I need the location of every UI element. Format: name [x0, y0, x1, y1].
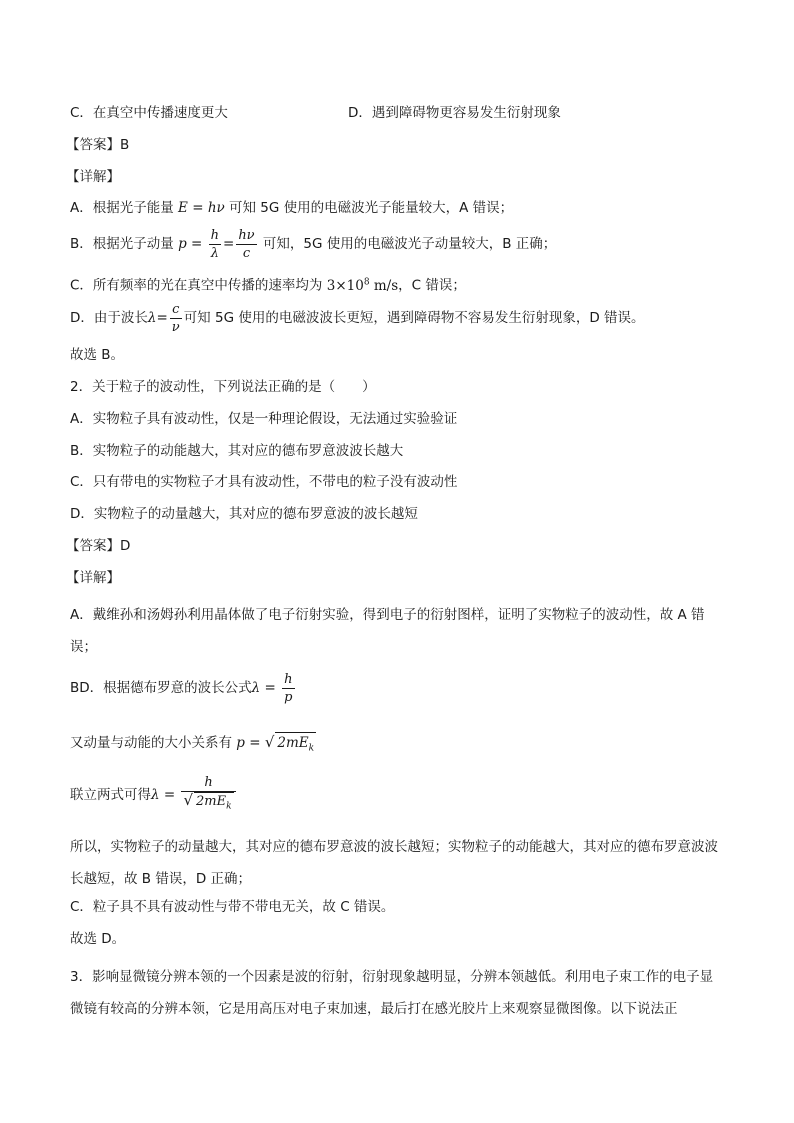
momentum-energy-formula: p = √ $2mE_k$: [236, 735, 316, 751]
q3-stem: 3．影响显微镜分辨本领的一个因素是波的衍射，衍射现象越明显，分辨本领越低。利用电子束工作的电子显微镜有较高的分辨本领，它是用高压对电子束加速，最后打在感光胶片上来观察显微图像。以下说法正: [70, 969, 714, 1017]
momentum-fraction-1: $\frac{h}{\lambda}$: [210, 227, 219, 261]
q2-option-a: A．实物粒子具有波动性，仅是一种理论假设，无法通过实验验证: [70, 411, 458, 427]
wavelength-fraction: $\frac{c}{\nu}$: [171, 301, 180, 335]
option-d: D．遇到障碍物更容易发生衍射现象: [348, 105, 561, 121]
q2-bd-pre: BD．根据德布罗意的波长公式: [70, 680, 252, 696]
q2-so: 所以，实物粒子的动量越大，其对应的德布罗意波的波长越短；实物粒子的动能越大，其对应的德布罗意波波长越短，故 B 错误，D 正确；: [70, 839, 718, 887]
q2-comb-pre: 联立两式可得: [70, 786, 151, 803]
q1-detail-label: 【详解】: [66, 169, 120, 185]
q1-d-post: 可知 5G 使用的电磁波波长更短，遇到障碍物不容易发生衍射现象，D 错误。: [183, 310, 645, 326]
q1-detail-d: [70, 298, 645, 338]
combined-fraction: $\frac{h}{√ 2mE_k}$: [181, 774, 235, 816]
q2-conclusion: 故选 D。: [70, 931, 126, 947]
q1-b-post: 可知，5G 使用的电磁波光子动量较大，B 正确；: [262, 236, 557, 252]
q1-detail-b: B．根据光子动量 p = $\frac{h}{\lambda}$ = $\frac{h\nu}{c}$ 可知，5G 使用的电磁波光子动量较大，B 正确；: [70, 227, 557, 261]
q2-detail-a: A．戴维孙和汤姆孙利用晶体做了电子衍射实验，得到电子的衍射图样，证明了实物粒子的波动性，故 A 错误；: [70, 607, 705, 655]
q2-answer: 【答案】D: [66, 538, 131, 554]
q1-answer: 【答案】B: [66, 137, 130, 153]
q1-detail-c: [70, 272, 466, 296]
energy-formula: E = hν: [178, 200, 225, 216]
de-broglie-fraction: $\frac{h}{p}$: [284, 671, 293, 705]
q1-a-post: 可知 5G 使用的电磁波光子能量较大，A 错误；: [229, 200, 514, 216]
q2-combined: [70, 774, 238, 816]
momentum-fraction-2: $\frac{h\nu}{c}$: [238, 227, 255, 261]
q1-d-pre: D．由于波长: [70, 310, 148, 326]
q2-detail-label: 【详解】: [66, 570, 120, 586]
q1-b-pre: B．根据光子动量: [70, 236, 174, 252]
wavelength-formula: λ=: [147, 310, 168, 326]
q2-option-b: B．实物粒子的动能越大，其对应的德布罗意波波长越大: [70, 443, 404, 459]
option-c: C．在真空中传播速度更大: [70, 105, 228, 121]
q2-detail-c: C．粒子具不具有波动性与带不带电无关，故 C 错误。: [70, 899, 395, 915]
q1-c-pre: C．所有频率的光在真空中传播的速率均为: [70, 277, 323, 294]
combined-formula: λ =: [151, 786, 180, 803]
q2-rel-pre: 又动量与动能的大小关系有: [70, 735, 232, 751]
q2-relation: [70, 732, 316, 759]
q2-stem: 2．关于粒子的波动性，下列说法正确的是（ ）: [70, 379, 376, 395]
q1-a-pre: A．根据光子能量: [70, 200, 174, 216]
q1-detail-a: [70, 198, 513, 218]
speed-of-light: $3\times 10^8$ m/s: [326, 277, 399, 294]
q2-option-d: D．实物粒子的动量越大，其对应的德布罗意波的波长越短: [70, 506, 418, 522]
q1-c-post: ，C 错误；: [398, 277, 466, 294]
q2-option-c: C．只有带电的实物粒子才具有波动性，不带电的粒子没有波动性: [70, 474, 458, 490]
q2-detail-bd: [70, 668, 297, 708]
q1-conclusion: 故选 B。: [70, 347, 125, 363]
de-broglie-formula: λ =: [251, 680, 281, 696]
momentum-formula: p =: [178, 236, 207, 252]
